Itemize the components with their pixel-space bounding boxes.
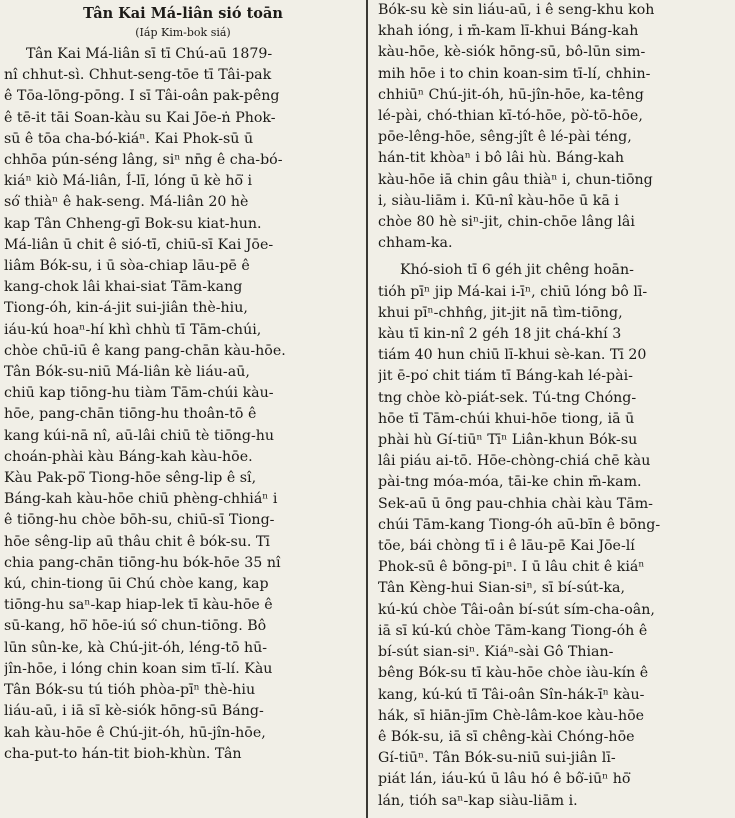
text-line: nî chhut-sì. Chhut-seng-tōe tī Tâi-pak: [4, 67, 272, 84]
text-line: lâi piáu ai-tō. Hōe-chòng-chiá chē kàu: [378, 453, 651, 470]
text-line: chiū kap tiōng-hu tiàm Tām-chúi kàu-: [4, 385, 274, 402]
text-line: hōe, pang-chān tiōng-hu thoân-tō ê: [4, 406, 257, 423]
text-line: Bók-su kè sin liáu-aū, i ê seng-khu koh: [378, 2, 655, 18]
text-line: kàu-hōe iā chin gâu thiàⁿ i, chun-tiōng: [378, 171, 653, 188]
text-line: iā sī kú-kú chòe Tām-kang Tiong-óh ê: [378, 622, 648, 639]
text-line: khah ióng, i m̄-kam lī-khui Báng-kah: [378, 23, 639, 40]
text-line: choán-phài kàu Báng-kah kàu-hōe.: [4, 448, 253, 465]
text-line: bí-sút sian-siⁿ. Kiáⁿ-sài Gô Thian-: [378, 644, 614, 661]
text-line: lé-pài, chó-thian kī-tó-hōe, pò͘-tō-hōe,: [378, 108, 643, 125]
text-line: liâm Bók-su, i ū sòa-chiap lāu-pē ê: [4, 258, 250, 275]
text-line: ê tē-it tāi Soan-kàu su Kai Jōe-ṅ Phok-: [4, 109, 276, 126]
left-column: [4, 0, 362, 765]
text-line: Tân Kèng-hui Sian-siⁿ, sī bí-sút-ka,: [378, 580, 625, 597]
paragraph: [4, 553, 362, 765]
text-line: tióh pīⁿ jip Má-kai i-īⁿ, chiū lóng bô lī-: [378, 283, 648, 300]
text-line: mih hōe i to chin koan-sim tī-lí, chhin-: [378, 65, 651, 82]
text-line: chúi Tām-kang Tiong-óh aū-bīn ê bōng-: [378, 516, 661, 533]
text-line: Phok-sū ê bōng-piⁿ. I ū lâu chit ê kiáⁿ: [378, 559, 645, 576]
text-line: lán, tióh saⁿ-kap siàu-liām i.: [378, 792, 578, 809]
text-line: ê Tōa-lōng-pōng. I sī Tâi-oân pak-pêng: [4, 88, 280, 105]
text-line: ê Bók-su, iā sī chêng-kài Chóng-hōe: [378, 728, 635, 745]
text-line: tōe, bái chòng tī i ê lāu-pē Kai Jōe-lí: [378, 538, 635, 555]
text-line: bêng Bók-su tī kàu-hōe chòe iàu-kín ê: [378, 665, 649, 682]
text-line: sū-kang, hō͘ hōe-iú só͘ chun-tiōng. Bô: [4, 618, 267, 635]
text-line: kàu tī kin-nî 2 géh 18 jit chá-khí 3: [378, 326, 622, 343]
text-line: lūn sûn-ke, kà Chú-jit-óh, léng-tō hū-: [4, 639, 268, 656]
text-line: chhōa pún-séng lâng, siⁿ nn̄g ê cha-bó-: [4, 152, 283, 169]
text-line: Tân Kai Má-liân sī tī Chú-aū 1879-: [26, 46, 273, 62]
text-line: Gí-tiūⁿ. Tân Bók-su-niū sui-jiân lī-: [378, 750, 616, 767]
column-rule: [366, 0, 368, 818]
article-byline: (Iáp Kim-bok siá): [135, 26, 231, 39]
text-line: kang, kú-kú tī Tâi-oân Sîn-hák-īⁿ kàu-: [378, 686, 645, 703]
right-column: [378, 0, 728, 812]
text-line: Tân Bók-su-niū Má-liân kè liáu-aū,: [4, 364, 250, 381]
text-line: kah kàu-hōe ê Chú-jit-óh, hū-jîn-hōe,: [4, 724, 266, 741]
text-line: kàu-hōe, kè-siók hōng-sū, bô-lūn sim-: [378, 44, 646, 61]
paragraph: [378, 0, 728, 254]
text-line: Sek-aū ū ōng pau-chhia chài kàu Tām-: [378, 495, 653, 512]
text-line: chòe 80 hè siⁿ-jit, chin-chōe lâng lâi: [378, 214, 635, 231]
article-title: Tân Kai Má-liân sió toān: [83, 5, 283, 22]
text-line: cha-put-to hán-tit bioh-khùn. Tân: [4, 745, 242, 762]
text-line: tiōng-hu saⁿ-kap hiap-lek tī kàu-hōe ê: [4, 597, 273, 614]
text-line: tiám 40 hun chiū lī-khui sè-kan. Tī 20: [378, 347, 647, 364]
text-line: hōe tī Tām-chúi khui-hōe tiong, iā ū: [378, 410, 635, 427]
text-line: chia pang-chān tiōng-hu bók-hōe 35 nî: [4, 554, 281, 571]
text-line: kang kúi-nā nî, aū-lâi chiū tè tiōng-hu: [4, 427, 275, 444]
text-line: Kàu Pak-pō͘ Tiong-hōe sêng-lip ê sî,: [4, 470, 257, 487]
text-line: i, siàu-liām i. Kū-nî kàu-hōe ū kā i: [378, 192, 619, 209]
paragraph: [4, 44, 362, 553]
text-line: só͘ thiàⁿ ê hak-seng. Má-liân 20 hè: [4, 194, 249, 211]
text-line: iáu-kú hoaⁿ-hí khì chhù tī Tām-chúi,: [4, 321, 262, 338]
text-line: pōe-lêng-hōe, sêng-jît ê lé-pài téng,: [378, 129, 632, 146]
text-line: hák, sī hiān-jīm Chè-lâm-koe kàu-hōe: [378, 707, 645, 724]
text-line: piát lán, iáu-kú ū lâu hó ê bô͘-iūⁿ hō͘: [378, 771, 631, 788]
text-line: kiáⁿ kiò Má-liân, Í-lī, lóng ū kè hō͘ i: [4, 173, 253, 190]
text-line: hōe sêng-lip aū thâu chit ê bók-su. Tī: [4, 533, 270, 550]
text-line: kú, chin-tiong ūi Chú chòe kang, kap: [4, 576, 269, 593]
text-line: liáu-aū, i iā sī kè-siók hōng-sū Báng-: [4, 703, 264, 720]
text-line: Tiong-óh, kin-á-jit sui-jiân thè-hiu,: [4, 300, 248, 317]
text-line: chham-ka.: [378, 235, 453, 252]
text-line: sū ê tōa cha-bó-kiáⁿ. Kai Phok-sū ū: [4, 130, 254, 147]
paragraph: [378, 260, 728, 811]
text-line: pài-tng móa-móa, tāi-ke chin m̄-kam.: [378, 474, 642, 491]
text-line: khui pīⁿ-chhn̂g, jit-jit nā tìm-tiōng,: [378, 304, 623, 321]
text-line: Tân Bók-su tú tióh phòa-pīⁿ thè-hiu: [4, 682, 256, 699]
text-line: ê tiōng-hu chòe bōh-su, chiū-sī Tiong-: [4, 512, 275, 529]
text-line: phài hù Gí-tiūⁿ Tīⁿ Liân-khun Bók-su: [378, 432, 638, 449]
text-line: kú-kú chòe Tâi-oân bí-sút sím-cha-oân,: [378, 601, 655, 618]
text-line: Báng-kah kàu-hōe chiū phèng-chhiáⁿ i: [4, 491, 278, 508]
text-line: chòe chū-iū ê kang pang-chān kàu-hōe.: [4, 342, 286, 359]
text-line: chhiūⁿ Chú-jit-óh, hū-jîn-hōe, ka-têng: [378, 86, 644, 103]
text-line: hán-tit khòaⁿ i bô lâi hù. Báng-kah: [378, 150, 624, 167]
text-line: Khó-sioh tī 6 géh jit chêng hoān-: [400, 262, 634, 279]
text-line: tng chòe kò-piát-sek. Tú-tng Chóng-: [378, 389, 637, 406]
text-line: jîn-hōe, i lóng chin koan sim tī-lí. Kàu: [4, 660, 273, 677]
text-line: Má-liân ū chit ê sió-tī, chiū-sī Kai Jōe-: [4, 236, 274, 253]
text-line: kap Tân Chheng-gī Bok-su kiat-hun.: [4, 215, 262, 232]
text-line: kang-chok lâi khai-siat Tām-kang: [4, 279, 243, 296]
text-line: jit ē-po͘ chit tiám tī Báng-kah lé-pài-: [378, 368, 633, 385]
